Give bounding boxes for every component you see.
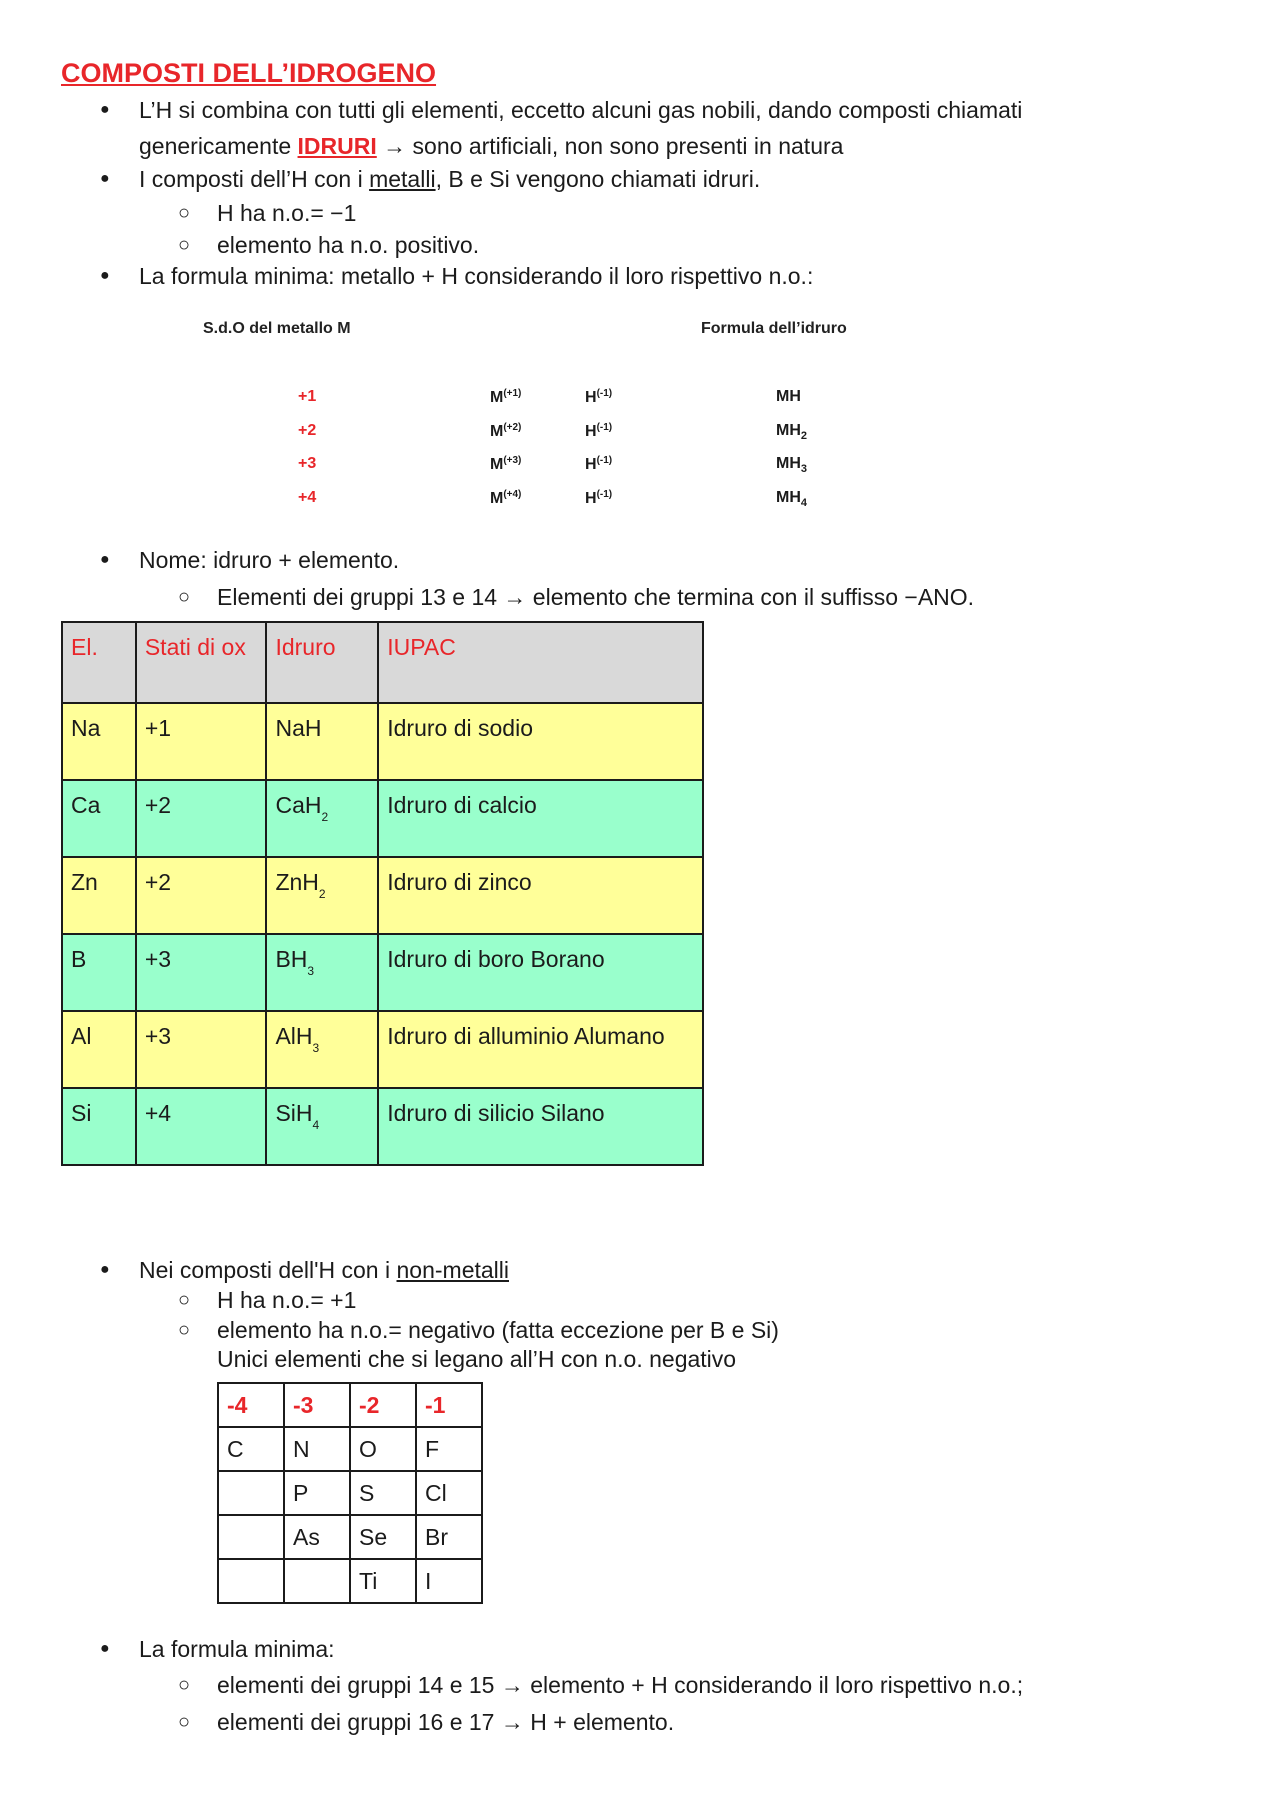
table-cell: Se [350,1515,416,1559]
cell-iupac: Idruro di sodio [378,703,703,780]
table-cell: Br [416,1515,482,1559]
bullet-dot: ● [100,170,110,187]
cell-hydride: AlH$_3$ [266,1011,378,1088]
cell-ox: +3 [136,1011,267,1088]
table-cell: Ti [350,1559,416,1603]
cell-hydride: SiH$_4$ [266,1088,378,1165]
bullet-text: La formula minima: [139,1636,335,1662]
figure-hydrogen: $H^{(-1)}$ [585,489,613,507]
sub-bullet-circle: ○ [178,586,191,608]
table-row [218,1471,482,1515]
sub-bullet-text: Unici elementi che si legano all’H con n.o. negativo [217,1346,737,1372]
header-cell: Stati di ox [136,622,267,703]
figure-formula: MH [776,388,801,405]
header-cell: -1 [416,1383,482,1427]
page-title: COMPOSTI DELL’IDROGENO [61,58,437,88]
table-cell: O [350,1427,416,1471]
bullet-text: I composti dell’H con i [139,166,370,192]
keyword-metalli: metalli [369,166,436,192]
figure-hydrogen: $H^{(-1)}$ [585,455,613,473]
sub-bullet-circle: ○ [178,1674,191,1696]
sub-bullet-text: H ha n.o.= +1 [217,1287,357,1313]
sub-bullet-circle: ○ [178,234,191,256]
figure-metal: $M^{(+4)}$ [490,489,522,507]
figure-metal: $M^{(+3)}$ [490,455,522,473]
sub-bullet-circle: ○ [178,1319,191,1341]
header-cell: IUPAC [378,622,703,703]
figure-hydrogen: $H^{(-1)}$ [585,422,613,440]
cell-ox: +2 [136,857,267,934]
figure-sdo: +1 [298,388,317,405]
cell-element: Al [62,1011,136,1088]
cell-ox: +3 [136,934,267,1011]
cell-element: B [62,934,136,1011]
table-row [218,1559,482,1603]
keyword-idruri: IDRURI [297,133,377,159]
figure-formula: $MH_2$ [776,422,808,442]
bullet-dot: ● [100,101,110,118]
cell-iupac: Idruro di calcio [378,780,703,857]
cell-element: Zn [62,857,136,934]
bullet-text: L’H si combina con tutti gli elementi, eccetto alcuni gas nobili, dando composti chiamati [139,97,1023,123]
bullet-dot: ● [100,267,110,284]
header-cell: -3 [284,1383,350,1427]
figure-sdo: +2 [298,422,317,439]
header-cell: -4 [218,1383,284,1427]
hydride-table [61,621,704,1166]
table-cell: S [350,1471,416,1515]
table-cell: P [284,1471,350,1515]
bullet-text: Nei composti dell'H con i [139,1257,397,1283]
bullet-text: genericamente [139,133,298,159]
bullet-dot: ● [100,1261,110,1278]
bullet-dot: ● [100,1640,110,1657]
sub-bullet-text: elementi dei gruppi 16 e 17 → H + elemento. [217,1709,675,1735]
table-cell: I [416,1559,482,1603]
figure-hydrogen: $H^{(-1)}$ [585,388,613,406]
cell-element: Ca [62,780,136,857]
figure-formula: $MH_3$ [776,455,808,475]
sub-bullet-circle: ○ [178,1711,191,1733]
figure-formula: $MH_4$ [776,489,808,509]
sub-bullet-text: elemento ha n.o. positivo. [217,232,480,258]
cell-ox: +2 [136,780,267,857]
figure-metal: $M^{(+2)}$ [490,422,522,440]
header-cell: -2 [350,1383,416,1427]
cell-element: Si [62,1088,136,1165]
table-row [218,1515,482,1559]
table-cell [218,1471,284,1515]
sub-bullet-text: H ha n.o.= −1 [217,200,357,226]
sub-bullet-text: elemento ha n.o.= negativo (fatta eccezione per B e Si) [217,1317,779,1343]
bullet-text: → sono artificiali, non sono presenti in natura [376,133,844,159]
figure-header-formula: Formula dell’idruro [701,320,847,337]
figure-sdo: +4 [298,489,317,506]
table-cell: Cl [416,1471,482,1515]
cell-iupac: Idruro di zinco [378,857,703,934]
bullet-dot: ● [100,551,110,568]
keyword-non-metalli: non-metalli [396,1257,509,1283]
table-header-row [62,622,703,703]
table-cell [218,1559,284,1603]
nonmetal-table [217,1382,483,1604]
table-cell: As [284,1515,350,1559]
header-cell: Idruro [266,622,378,703]
bullet-text: La formula minima: metallo + H considerando il loro rispettivo n.o.: [139,263,814,289]
cell-hydride: CaH$_2$ [266,780,378,857]
table-cell: F [416,1427,482,1471]
table-header-row [218,1383,482,1427]
bullet-text: Nome: idruro + elemento. [139,547,400,573]
bullet-text: , B e Si vengono chiamati idruri. [435,166,761,192]
cell-element: Na [62,703,136,780]
table-row [62,934,703,1011]
cell-hydride: $BH_3$ [266,934,378,1011]
table-cell: N [284,1427,350,1471]
sub-bullet-text: elementi dei gruppi 14 e 15 → elemento + H considerando il loro rispettivo n.o.; [217,1672,1024,1698]
cell-hydride: NaH [266,703,378,780]
figure-sdo: +3 [298,455,317,472]
sub-bullet-circle: ○ [178,1289,191,1311]
figure-metal: $M^{(+1)}$ [490,388,522,406]
sub-bullet-circle: ○ [178,202,191,224]
table-cell: C [218,1427,284,1471]
table-cell [284,1559,350,1603]
table-row [62,780,703,857]
cell-ox: +4 [136,1088,267,1165]
header-cell: El. [62,622,136,703]
table-row [62,857,703,934]
cell-iupac: Idruro di silicio Silano [378,1088,703,1165]
figure-header-sdo: S.d.O del metallo M [203,320,351,337]
table-row [62,1088,703,1165]
cell-iupac: Idruro di boro Borano [378,934,703,1011]
cell-hydride: ZnH$_2$ [266,857,378,934]
cell-ox: +1 [136,703,267,780]
sub-bullet-text: Elementi dei gruppi 13 e 14 → elemento che termina con il suffisso −ANO. [217,584,975,610]
table-cell [218,1515,284,1559]
cell-iupac: Idruro di alluminio Alumano [378,1011,703,1088]
table-row [62,1011,703,1088]
table-row [218,1427,482,1471]
table-row [62,703,703,780]
